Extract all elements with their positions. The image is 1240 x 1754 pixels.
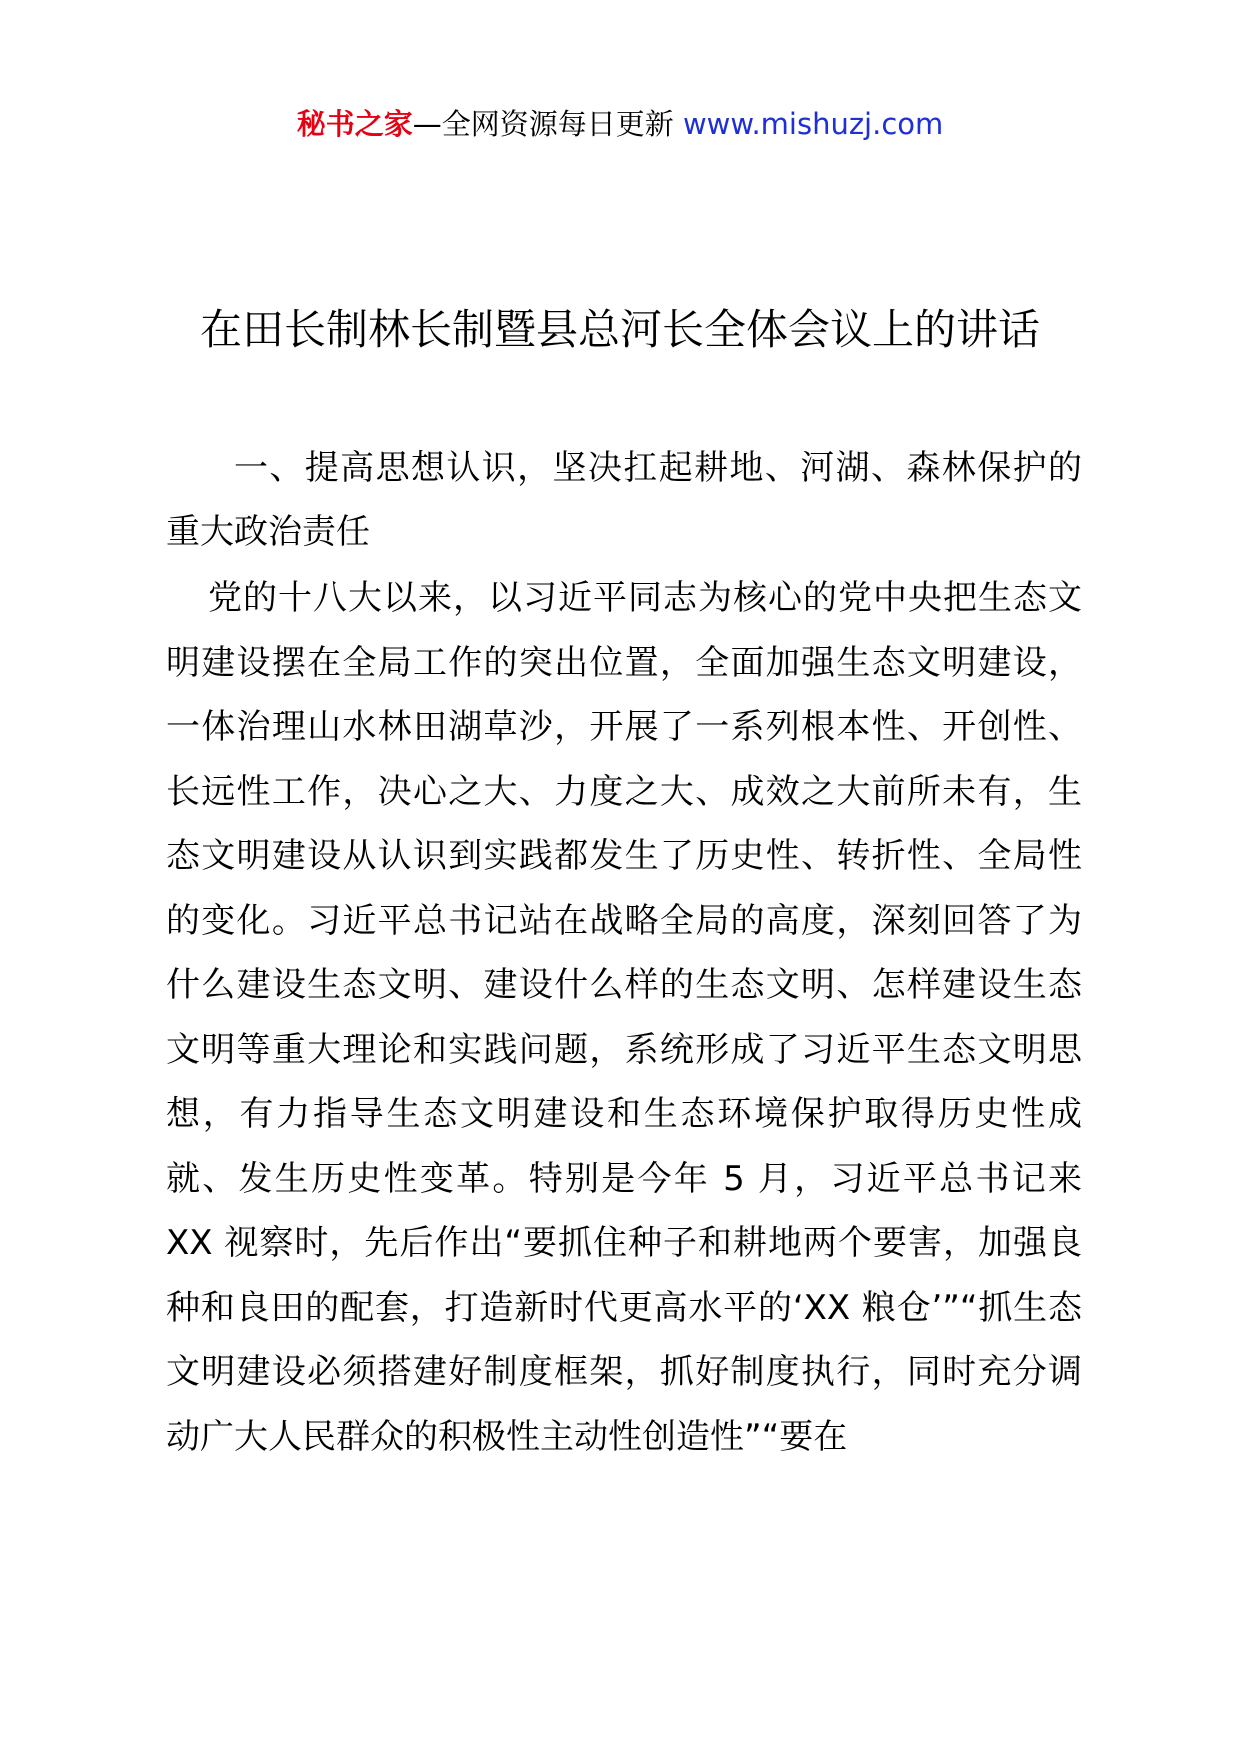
- body-paragraph: 党的十八大以来，以习近平同志为核心的党中央把生态文明建设摆在全局工作的突出位置，全面加强生态文明建设，一体治理山水林田湖草沙，开展了一系列根本性、开创性、长远性工作，决心之大、力度之大、成效之大前所未有，生态文明建设从认识到实践都发生了历史性、转折性、全局性的变化。习近平总书记站在战略全局的高度，深刻回答了为什么建设生态文明、建设什么样的生态文明、怎样建设生态文明等重大理论和实践问题，系统形成了习近平生态文明思想，有力指导生态文明建设和生态环境保护取得历史性成就、发生历史性变革。特别是今年 5 月，习近平总书记来 XX 视察时，先后作出“要抓住种子和耕地两个要害，加强良种和良田的配套，打造新时代更高水平的‘XX 粮仓’”“抓生态文明建设必须搭建好制度框架，抓好制度执行，同时充分调动广大人民群众的积极性主动性创造性”“要在: [166, 578, 1082, 1457]
- document-title: 在田长制林长制暨县总河长全体会议上的讲话: [199, 305, 1040, 354]
- brand-name: 秘书之家: [296, 107, 413, 141]
- section-heading: 一、提高思想认识，坚决扛起耕地、河湖、森林保护的重大政治责任: [166, 448, 1082, 552]
- site-slogan: —全网资源每日更新: [412, 107, 674, 141]
- document-body: [166, 436, 1082, 1469]
- site-url-link[interactable]: www.mishuzj.com: [682, 107, 944, 141]
- site-header: [0, 104, 1240, 144]
